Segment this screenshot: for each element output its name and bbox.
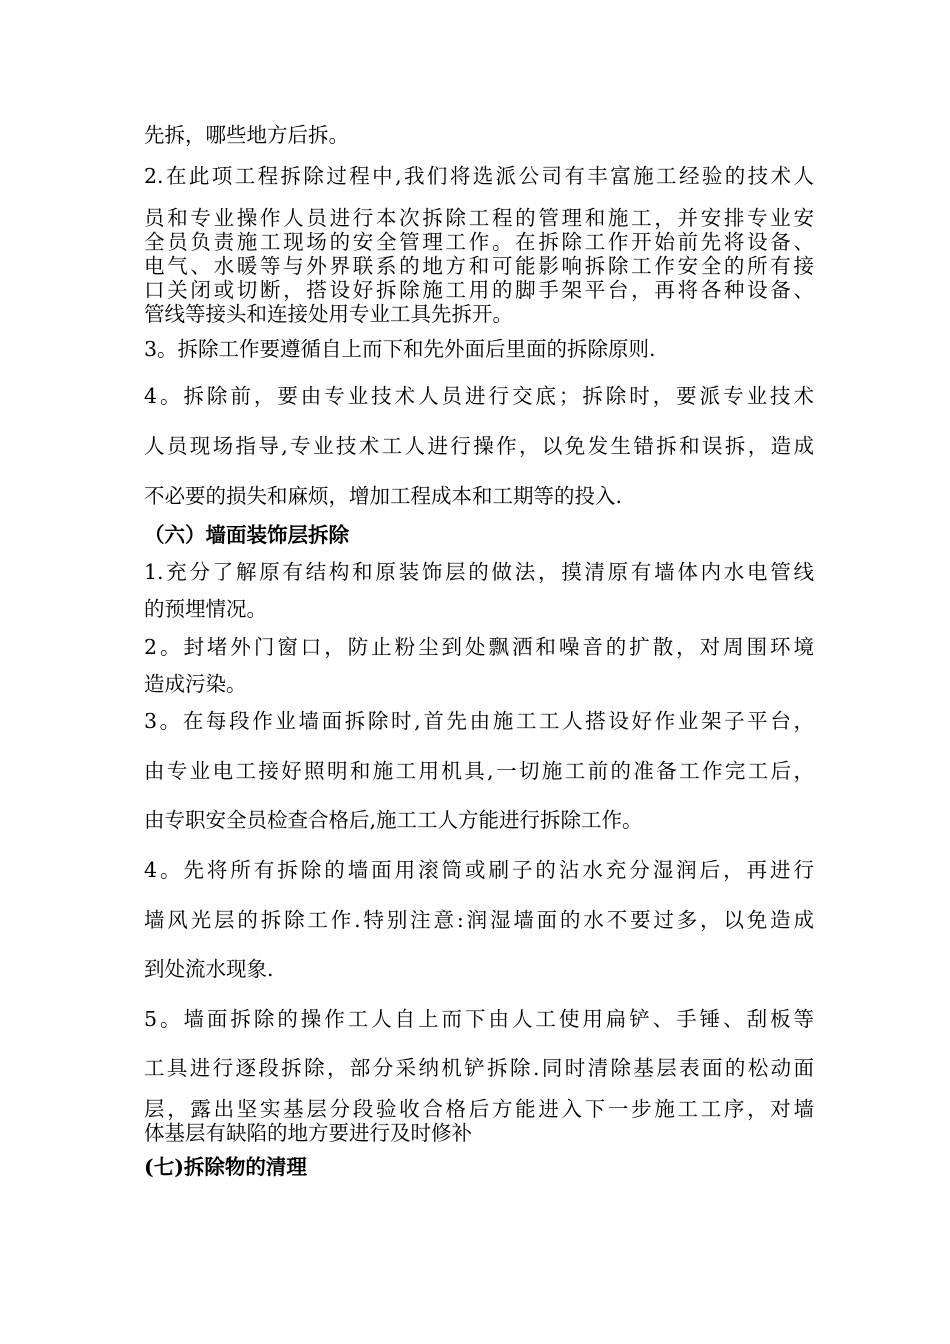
section-heading-7: (七)拆除物的清理 bbox=[144, 1155, 307, 1179]
paragraph-line: 电气、水暖等与外界联系的地方和可能影响拆除工作安全的所有接 bbox=[144, 254, 814, 278]
paragraph-line: 员和专业操作人员进行本次拆除工程的管理和施工，并安排专业安 bbox=[144, 206, 814, 230]
paragraph-line: 全员负责施工现场的安全管理工作。在拆除工作开始前先将设备、 bbox=[144, 230, 814, 254]
paragraph-line: 管线等接头和连接处用专业工具先拆开。 bbox=[144, 302, 513, 326]
paragraph-line: 先拆，哪些地方后拆。 bbox=[144, 123, 349, 147]
paragraph-line: 墙风光层的拆除工作.特别注意:润湿墙面的水不要过多，以免造成 bbox=[144, 908, 814, 932]
paragraph-line: 5。墙面拆除的操作工人自上而下由人工使用扁铲、手锤、刮板等 bbox=[144, 1007, 814, 1031]
paragraph-line: 由专业电工接好照明和施工用机具,一切施工前的准备工作完工后， bbox=[144, 759, 814, 783]
paragraph-line: 1.充分了解原有结构和原装饰层的做法，摸清原有墙体内水电管线 bbox=[144, 560, 814, 584]
paragraph-line: 工具进行逐段拆除，部分采纳机铲拆除.同时清除基层表面的松动面 bbox=[144, 1056, 814, 1080]
paragraph-line: 4。先将所有拆除的墙面用滚筒或刷子的沾水充分湿润后，再进行 bbox=[144, 858, 814, 882]
paragraph-line: 体基层有缺陷的地方要进行及时修补 bbox=[144, 1121, 472, 1145]
paragraph-line: 4。拆除前，要由专业技术人员进行交底；拆除时，要派专业技术 bbox=[144, 384, 814, 408]
paragraph-line: 3。在每段作业墙面拆除时,首先由施工工人搭设好作业架子平台， bbox=[144, 709, 814, 733]
paragraph-line: 到处流水现象. bbox=[144, 957, 274, 981]
paragraph-line: 口关闭或切断，搭设好拆除施工用的脚手架平台，再将各种设备、 bbox=[144, 278, 814, 302]
paragraph-line: 的预埋情况。 bbox=[144, 597, 267, 621]
paragraph-line: 由专职安全员检查合格后,施工工人方能进行拆除工作。 bbox=[144, 808, 643, 832]
paragraph-line: 造成污染。 bbox=[144, 672, 247, 696]
section-heading-6: （六）墙面装饰层拆除 bbox=[144, 523, 349, 547]
paragraph-line: 层，露出坚实基层分段验收合格后方能进入下一步施工工序，对墙 bbox=[144, 1097, 814, 1121]
paragraph-line: 不必要的损失和麻烦，增加工程成本和工期等的投入. bbox=[144, 484, 623, 508]
paragraph-line: 3。拆除工作要遵循自上而下和先外面后里面的拆除原则. bbox=[144, 337, 656, 361]
paragraph-line: 2.在此项工程拆除过程中,我们将选派公司有丰富施工经验的技术人 bbox=[144, 164, 814, 188]
paragraph-line: 2。封堵外门窗口，防止粉尘到处飘洒和噪音的扩散，对周围环境 bbox=[144, 635, 814, 659]
paragraph-line: 人员现场指导,专业技术工人进行操作，以免发生错拆和误拆，造成 bbox=[144, 434, 814, 458]
